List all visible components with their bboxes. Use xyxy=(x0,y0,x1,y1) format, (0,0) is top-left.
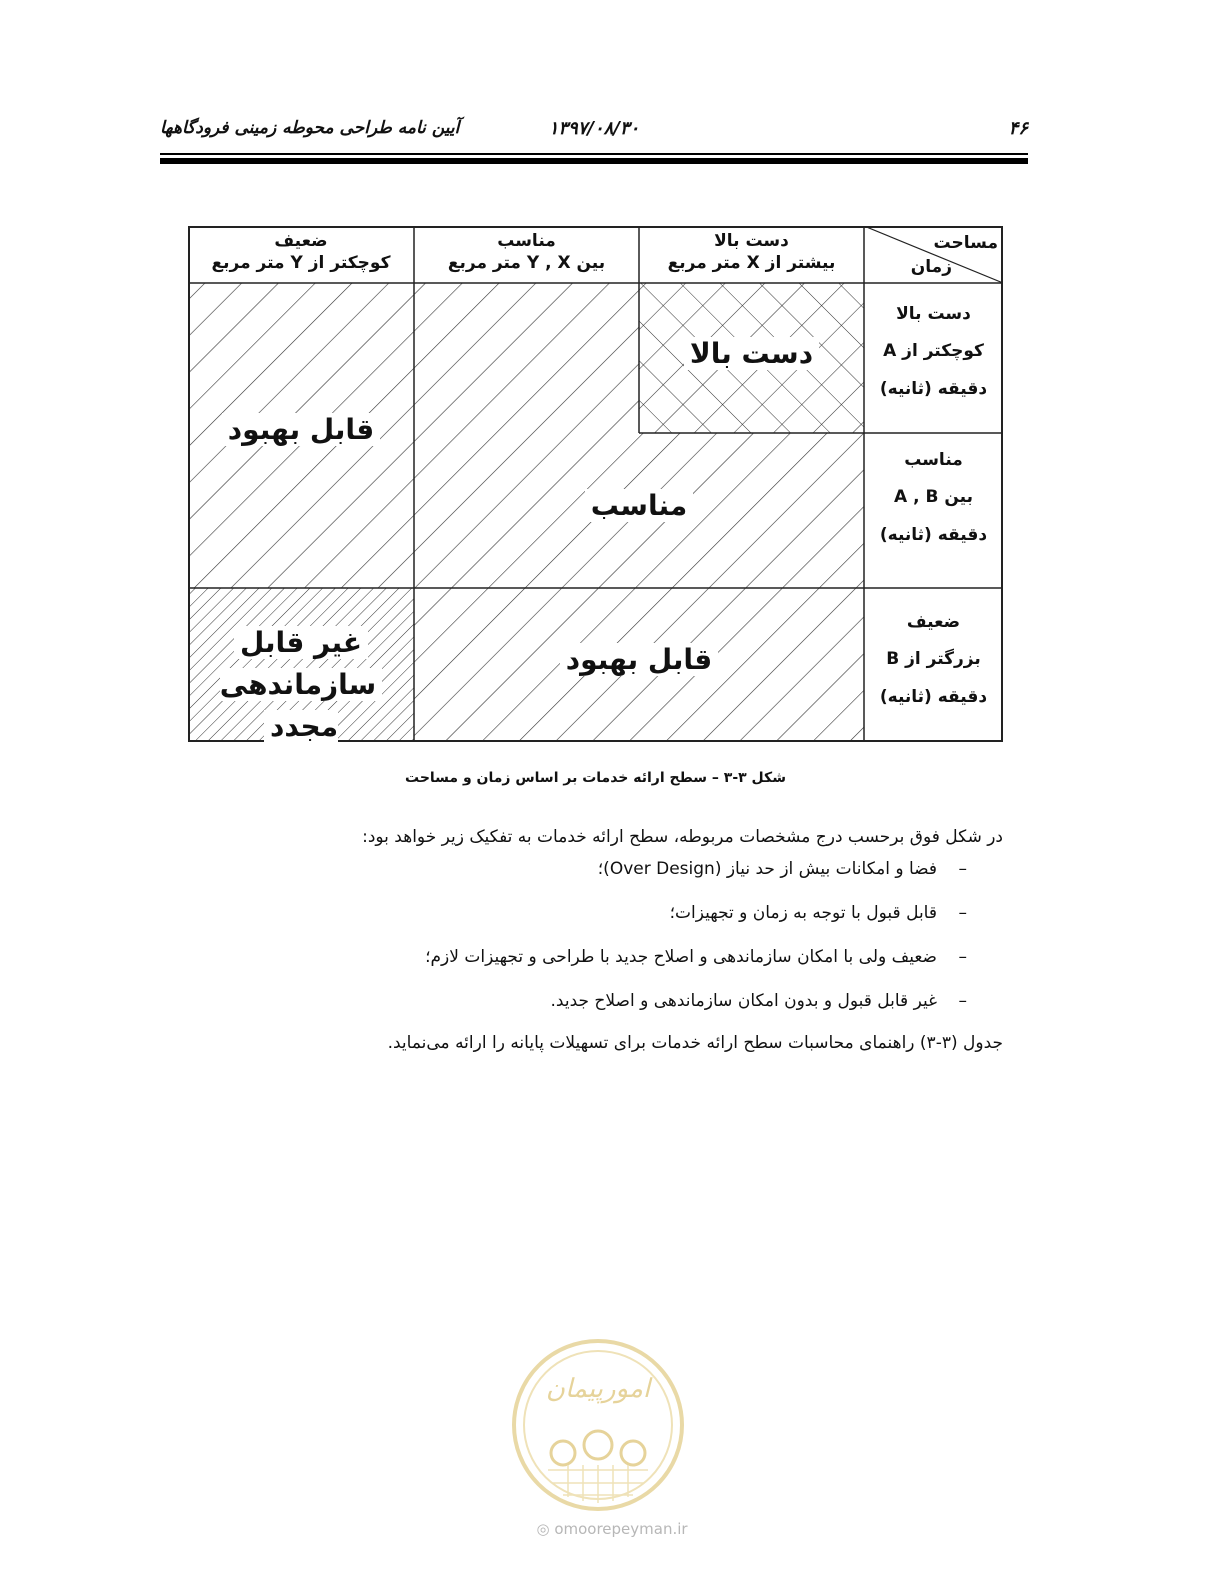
service-level-figure xyxy=(188,226,1003,742)
zone-suitable-label: مناسب xyxy=(414,488,864,524)
closing-paragraph: جدول (۳-۳) راهنمای محاسبات سطح ارائه خدمات برای تسهیلات پایانه را ارائه می‌نماید. xyxy=(387,1033,1003,1053)
list-item: – غیر قابل قبول و بدون امکان سازماندهی و اصلاح جدید. xyxy=(550,991,967,1011)
list-item: – قابل قبول با توجه به زمان و تجهیزات؛ xyxy=(669,903,967,923)
page-number: ۴۶ xyxy=(1008,118,1028,139)
row-header-weak: ضعیف بزرگتر از B دقیقه (ثانیه) xyxy=(879,612,988,707)
svg-text:امورپیمان: امورپیمان xyxy=(545,1374,651,1404)
row-header-high: دست بالا کوچکتر از A دقیقه (ثانیه) xyxy=(879,304,988,399)
list-item: – فضا و امکانات بیش از حد نیاز (Over Design)؛ xyxy=(597,859,967,879)
list-item: – ضعیف ولی با امکان سازماندهی و اصلاح جدید با طراحی و تجهیزات لازم؛ xyxy=(425,947,967,967)
document-date: ۱۳۹۷/۰۸/۳۰ xyxy=(548,118,640,139)
header-rule-thick xyxy=(160,158,1028,164)
page-header xyxy=(160,118,1028,148)
zone-top-level-label: دست بالا xyxy=(639,336,864,372)
column-header-weak: ضعیف کوچکتر از Y متر مربع xyxy=(211,231,391,274)
column-header-high: دست بالا بیشتر از X متر مربع xyxy=(667,231,836,274)
document-title: آیین نامه طراحی محوطه زمینی فرودگاهها xyxy=(160,118,460,138)
intro-paragraph: در شکل فوق برحسب درج مشخصات مربوطه، سطح ارائه خدمات به تفکیک زیر خواهد بود: xyxy=(362,827,1003,847)
watermark-site-url: ◎ omoorepeyman.ir xyxy=(536,1520,688,1538)
zone-improvable-bottom-label: قابل بهبود xyxy=(414,642,864,678)
globe-icon: ◎ xyxy=(536,1520,550,1538)
watermark-seal-logo xyxy=(508,1335,688,1515)
row-header-suitable: مناسب بین A , B دقیقه (ثانیه) xyxy=(879,450,988,545)
zone-not-acceptable-label: غیر قابل سازماندهی مجدد xyxy=(188,622,414,748)
body-text xyxy=(300,822,1003,1058)
corner-area-label: مساحت xyxy=(933,233,998,253)
bullet-list xyxy=(300,854,1003,1016)
corner-time-label: زمان xyxy=(910,257,952,277)
column-header-suitable: مناسب بین Y , X متر مربع xyxy=(447,231,606,274)
zone-improvable-left-label: قابل بهبود xyxy=(188,412,414,448)
figure-caption: شکل ۳-۳ – سطح ارائه خدمات بر اساس زمان و مساحت xyxy=(405,770,786,786)
header-rule-thin xyxy=(160,153,1028,155)
